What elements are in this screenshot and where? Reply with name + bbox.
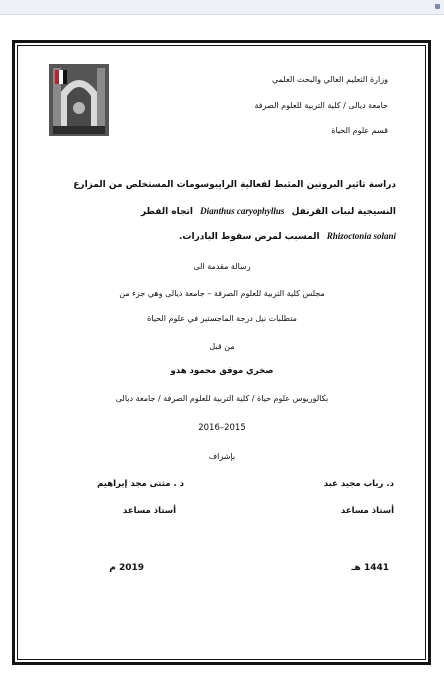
university-college-name: جامعة ديالى / كلية التربية للعلوم الصرفة — [254, 101, 388, 110]
university-logo — [49, 64, 109, 136]
department-name: قسم علوم الحياة — [331, 126, 388, 135]
study-years: 2016–2015 — [198, 423, 246, 433]
thesis-title-line-2-a: النسيجية لنبات القرنفل — [291, 207, 396, 217]
viewer-top-bar — [0, 0, 444, 15]
university-logo-icon — [49, 64, 109, 136]
plant-scientific-name: Dianthus caryophyllus — [200, 206, 285, 216]
supervisor-1-name: د. رباب مجيد عبد — [323, 479, 394, 489]
supervisor-2-name: د . مثنى مجد إبراهيم — [97, 479, 184, 489]
by-label: من قبل — [209, 342, 235, 351]
fungus-scientific-name: Rhizoctonia solani — [326, 231, 396, 241]
thesis-title-line-2-b: اتجاه الفطر — [140, 207, 193, 217]
submitted-to-label: رسالة مقدمة الى — [193, 262, 251, 271]
student-name: صخري موفق محمود هدو — [170, 366, 274, 376]
ministry-name: وزارة التعليم العالي والبحث العلمي — [272, 75, 388, 84]
supervisor-2-title: أستاذ مساعد — [122, 506, 176, 516]
thesis-title-line-3-b: المسبب لمرض سقوط البادرات. — [179, 232, 320, 242]
council-line: مجلس كلية التربية للعلوم الصرفة – جامعة ديالى وهي جزء من — [119, 289, 325, 298]
gregorian-year: 2019 م — [109, 563, 144, 573]
hijri-year: 1441 هـ — [351, 563, 389, 573]
thesis-title-line-2 — [141, 206, 396, 217]
supervision-label: بإشراف — [208, 452, 236, 461]
window-control-icon[interactable] — [435, 4, 440, 9]
thesis-title-line-1: دراسة تأثير البروتين المثبط لفعالية الرايبوسومات المستخلص من المزارع — [73, 180, 396, 190]
requirements-line: متطلبات نيل درجة الماجستير في علوم الحياة — [147, 314, 297, 323]
thesis-title-line-3 — [179, 231, 396, 242]
supervisor-1-title: أستاذ مساعد — [340, 506, 394, 516]
student-degree: بكالوريوس علوم حياة / كلية التربية للعلوم الصرفة / جامعة ديالى — [115, 394, 329, 403]
